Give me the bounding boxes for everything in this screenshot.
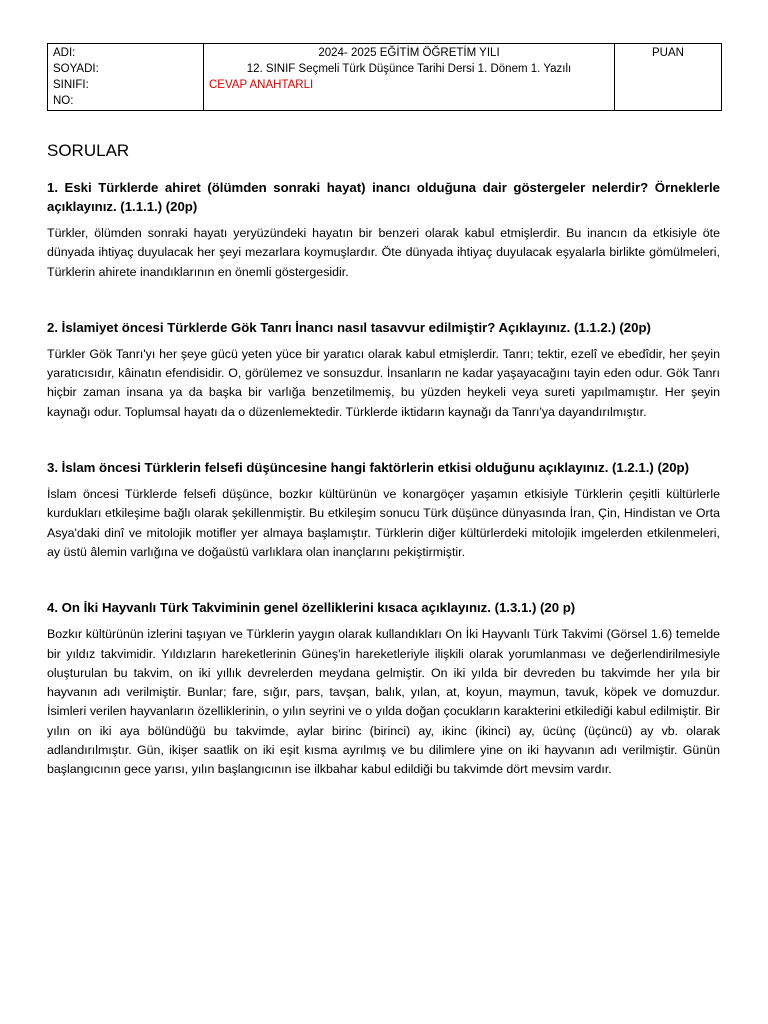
student-info-cell	[48, 44, 204, 111]
question-4: 4. On İki Hayvanlı Türk Takviminin genel özelliklerini kısaca açıklayınız. (1.3.1.) (20 p)	[47, 600, 576, 616]
section-title: SORULAR	[47, 141, 130, 160]
question-block-3	[47, 458, 720, 562]
question-block-4	[47, 598, 720, 779]
question-block-1	[47, 178, 720, 282]
answer-3: İslam öncesi Türklerde felsefi düşünce, bozkır kültürünün ve konargöçer yaşamın etkisiyle Türklerin çeşitli kültürlerle kurdukları etkileşime bağlı olarak şekillenmiştir. Bu etkileşim sonucu Türk düşünce dünyasında İran, Çin, Hindistan ve Orta Asya'daki dinî ve mitolojik motifler yer almaya başlamıştır. Türklerin diğer kültürlerdeki mitolojik imgelerden etkilenmeleri, ay üstü âlemin varlığına ve doğaüstü varlıklara olan inançlarını pekiştirmiştir.	[47, 487, 720, 559]
question-3: 3. İslam öncesi Türklerin felsefi düşüncesine hangi faktörlerin etkisi olduğunu açıklayınız. (1.2.1.) (20p)	[47, 460, 689, 476]
course-title: 12. SINIF Seçmeli Türk Düşünce Tarihi Dersi 1. Dönem 1. Yazılı	[246, 63, 572, 75]
number-label: NO:	[53, 95, 74, 107]
exam-header-table	[47, 43, 722, 111]
exam-title-cell	[204, 44, 615, 111]
answer-2: Türkler Gök Tanrı'yı her şeye gücü yeten yüce bir yaratıcı olarak kabul etmişlerdir. Tanrı; tektir, ezelî ve ebedîdir, her şeyin yaratıcısıdır, kâinatın efendisidir. O, görülemez ve sonsuzdur. İnsanların ne kadar yaşayacağını tayin eden odur. Gök Tanrı hiçbir zaman insana ya da başka bir varlığa benzetilmemiş, bu yüzden heykeli veya sureti yapılmamıştır. Her şeyin kaynağı odur. Toplumsal hayatı da o düzenlemektedir. Türklerde iktidarın kaynağı da Tanrı'ya dayandırılmıştır.	[47, 346, 720, 419]
academic-year: 2024- 2025 EĞİTİM ÖĞRETİM YILI	[318, 47, 500, 59]
answer-4: Bozkır kültürünün izlerini taşıyan ve Türklerin yaygın olarak kullandıkları On İki Hayvanlı Türk Takvimi (Görsel 1.6) temelde bir yıldız takvimidir. Yıldızların hareketlerinin Güneş'in hareketleriyle ilişkili olarak yorumlanması ve değerlendirilmesiyle oluşturulan bu takvim, on iki yıllık devrelerden meydana gelmiştir. On iki yılda bir devreden bu takvimde her yıla bir hayvanın adı verilmiştir. Bunlar; fare, sığır, pars, tavşan, balık, yılan, at, koyun, maymun, tavuk, köpek ve domuzdur. İsimleri verilen hayvanların özelliklerinin, o yılın seyrini ve o yılda doğan çocukların karakterini etkilediği kabul edilmiştir. Bir yılın on iki aya bölündüğü bu takvimde, aylar birinc (birinci) ay, ikinc (ikinci) ay, ücünç (üçüncü) ay vb. olarak adlandırılmıştır. Gün, ikişer saatlik on iki eşit kısma ayrılmış ve bu dilimlere yine on iki hayvanın adı verilmiştir. Günün başlangıcının gece yarısı, yılın başlangıcının ise ilkbahar kabul edildiği bu takvimde dört mevsim vardır.	[47, 627, 720, 777]
score-cell	[615, 44, 722, 111]
question-1: 1. Eski Türklerde ahiret (ölümden sonraki hayat) inancı olduğuna dair göstergeler nelerdir? Örneklerle açıklayınız. (1.1.1.) (20p)	[47, 180, 720, 214]
score-label: PUAN	[652, 47, 684, 59]
name-label: ADI:	[53, 47, 76, 59]
question-block-2	[47, 318, 720, 422]
surname-label: SOYADI:	[53, 63, 99, 75]
answer-1: Türkler, ölümden sonraki hayatı yeryüzündeki hayatın bir benzeri olarak kabul etmişlerdir. Bu inancın da etkisiyle öte dünyada ihtiyaç duyulacak her şeyi mezarlara koymuşlardır. Öte dünyada ihtiyaç duyulacak eşyalarla birlikte gömülmeleri, Türklerin ahirete inandıklarının en önemli göstergesidir.	[47, 226, 720, 279]
answer-key-label: CEVAP ANAHTARLI	[209, 79, 314, 91]
questions-section	[47, 141, 720, 816]
question-2: 2. İslamiyet öncesi Türklerde Gök Tanrı İnancı nasıl tasavvur edilmiştir? Açıklayınız. (1.1.2.) (20p)	[47, 319, 651, 335]
class-label: SINIFI:	[53, 79, 89, 91]
